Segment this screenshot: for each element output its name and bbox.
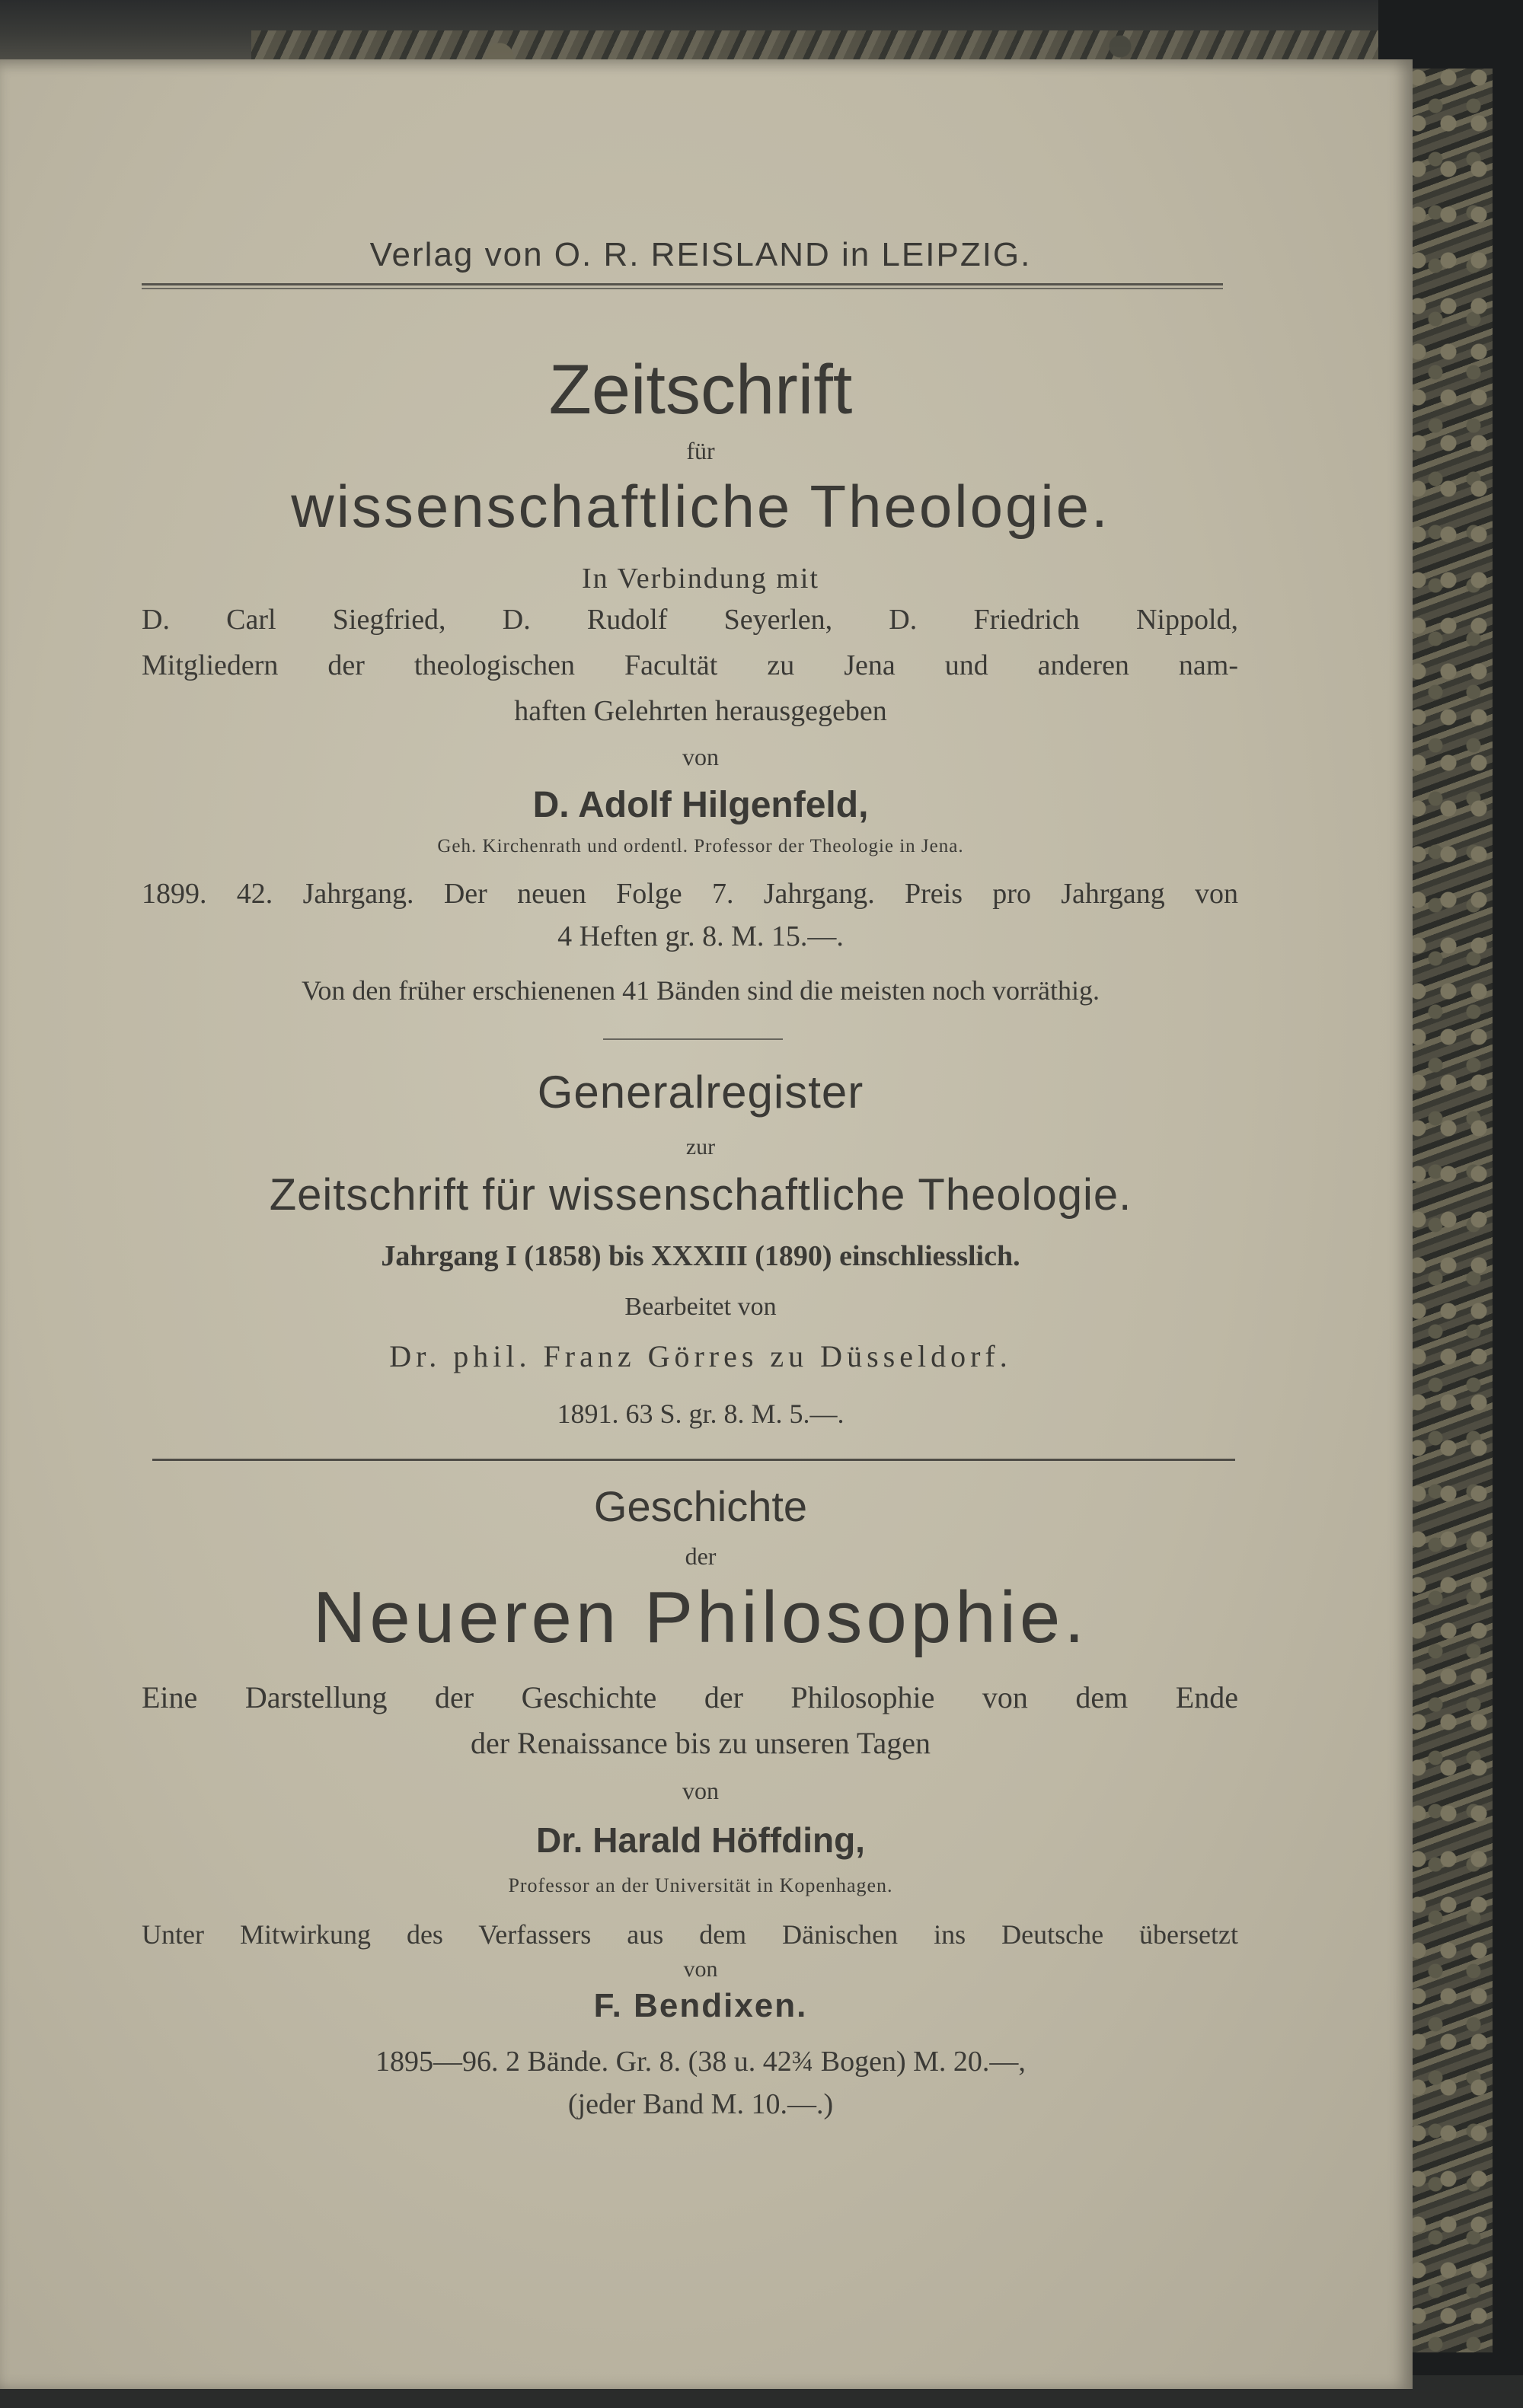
zeitschrift-pub-line1: 1899. 42. Jahrgang. Der neuen Folge 7. Jahrgang. Preis pro Jahrgang von [142, 878, 1238, 910]
geschichte-author: Dr. Harald Höffding, [536, 1820, 865, 1860]
zeitschrift-line-herausgegeben: haften Gelehrten herausgegeben [514, 695, 887, 727]
geschichte-author-title: Professor an der Universität in Kopenhagen. [508, 1874, 893, 1896]
zeitschrift-line-faculty: Mitgliedern der theologischen Facultät zu Jena und anderen nam- [142, 649, 1238, 681]
generalregister-subtitle: Zeitschrift für wissenschaftliche Theologie. [269, 1170, 1132, 1220]
zeitschrift-editor: D. Adolf Hilgenfeld, [532, 785, 869, 825]
geschichte-title: Geschichte [593, 1482, 808, 1530]
generalregister-range: Jahrgang I (1858) bis XXXIII (1890) einschliesslich. [381, 1240, 1020, 1272]
geschichte-pub-line2: (jeder Band M. 10.—.) [567, 2088, 834, 2120]
geschichte-von-translator: von [683, 1957, 718, 1982]
zeitschrift-line-editors: D. Carl Siegfried, D. Rudolf Seyerlen, D. Friedrich Nippold, [142, 604, 1238, 636]
generalregister-author: Dr. phil. Franz Görres zu Düsseldorf. [389, 1339, 1012, 1373]
generalregister-pub: 1891. 63 S. gr. 8. M. 5.—. [557, 1399, 845, 1429]
zeitschrift-subtitle: wissenschaftliche Theologie. [291, 473, 1110, 540]
zeitschrift-pub-line2: 4 Heften gr. 8. M. 15.—. [557, 920, 844, 952]
zeitschrift-stock-note: Von den früher erschienenen 41 Bänden sind die meisten noch vorräthig. [301, 975, 1100, 1006]
geschichte-translation: Unter Mitwirkung des Verfassers aus dem Dänischen ins Deutsche übersetzt [142, 1919, 1238, 1950]
header-double-rule [142, 283, 1223, 289]
geschichte-translator: F. Bendixen. [593, 1987, 808, 2024]
geschichte-desc-line1: Eine Darstellung der Geschichte der Philosophie von dem Ende [142, 1680, 1238, 1714]
generalregister-zur: zur [685, 1134, 716, 1159]
geschichte-subtitle: Neueren Philosophie. [313, 1577, 1088, 1658]
geschichte-der: der [685, 1542, 717, 1570]
zeitschrift-line-verbindung: In Verbindung mit [582, 563, 819, 595]
geschichte-von: von [682, 1777, 719, 1804]
zeitschrift-fur: für [686, 437, 715, 464]
zeitschrift-editor-title: Geh. Kirchenrath und ordentl. Professor der Theologie in Jena. [437, 836, 964, 856]
zeitschrift-von: von [682, 743, 719, 770]
geschichte-desc-line2: der Renaissance bis zu unseren Tagen [470, 1726, 931, 1760]
zeitschrift-title: Zeitschrift [548, 351, 853, 429]
cover-edge-marble-pattern [1409, 69, 1493, 2352]
section-divider-rule [152, 1459, 1235, 1461]
section-short-rule [603, 1038, 783, 1040]
generalregister-bearbeitet: Bearbeitet von [624, 1293, 777, 1321]
generalregister-title: Generalregister [537, 1067, 864, 1118]
geschichte-pub-line1: 1895—96. 2 Bände. Gr. 8. (38 u. 42¾ Bogen) M. 20.—, [375, 2046, 1026, 2078]
publisher-header: Verlag von O. R. REISLAND in LEIPZIG. [369, 236, 1032, 273]
